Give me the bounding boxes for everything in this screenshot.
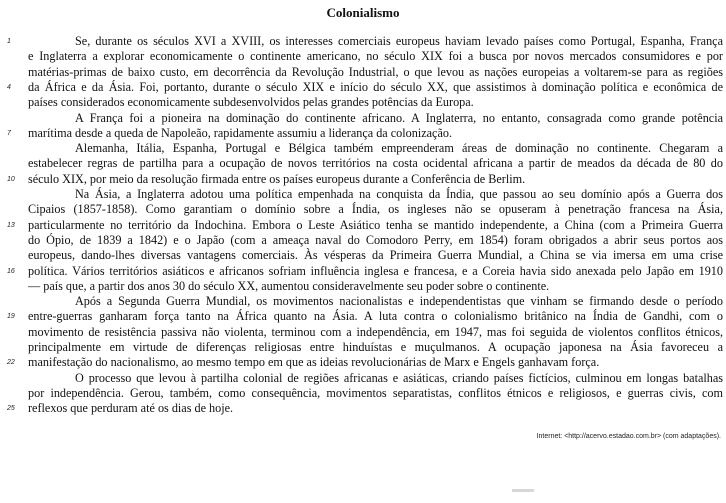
text-line: O processo que levou à partilha colonial de regiões africanas e asiáticas, criando países fictícios, culminou em longas batalhas <box>75 370 723 385</box>
text-line: países considerados economicamente subdesenvolvidos pelas grandes potências da Europa. <box>28 95 474 110</box>
line-number: 10 <box>7 175 15 183</box>
text-line: Na Ásia, a Inglaterra adotou uma política empenhada na conquista da Índia, que passou ao seu domínio após a Guerra dos <box>75 187 723 201</box>
text-line: Após a Segunda Guerra Mundial, os movimentos nacionalistas e independentistas que vinham se firmando desde o período <box>75 294 723 309</box>
text-line: europeus, dando-lhes diversas vantagens comerciais. Às vésperas da Primeira Guerra Mundial, a China se via imersa em uma crise <box>28 248 723 263</box>
text-line: entre-guerras ganharam força tanto na África quanto na Ásia. A luta contra o colonialismo britânico na Índia de Gandhi, com o <box>28 309 723 324</box>
text-line: do Ópio, de 1839 a 1842) e o Japão (com a ameaça naval do Comodoro Perry, em 1854) foram obrigados a abrir seus portos aos <box>28 232 723 247</box>
line-number: 19 <box>7 313 15 321</box>
line-number: 25 <box>7 405 15 413</box>
text-line: marítima desde a queda de Napoleão, rapidamente assumiu a liderança da colonização. <box>28 125 453 140</box>
text-line: Alemanha, Itália, Espanha, Portugal e Bélgica também empreenderam áreas de dominação no continente. Chegaram a <box>75 141 723 156</box>
text-line: A França foi a pioneira na dominação do continente africano. A Inglaterra, no entanto, consagrada como grande potência <box>75 110 723 125</box>
text-line: particularmente no território da Indochina. Embora o Leste Asiático tenha se mantido independente, a China (com a Primeira Guerra <box>28 217 723 232</box>
text-line: principalmente em virtude de diferenças religiosas entre hinduístas e muçulmanos. A ocupação japonesa na Ásia favoreceu a <box>28 340 723 354</box>
page-title: Colonialismo <box>326 5 400 20</box>
line-number: 13 <box>7 221 15 229</box>
line-number: 1 <box>7 38 11 45</box>
text-line: Cipaios (1857-1858). Como garantiam o domínio sobre a Índia, os ingleses não se opuseram à penetração francesa na Ásia, <box>28 202 723 217</box>
text-line: política. Vários territórios asiáticos e africanos sofriam influência inglesa e francesa, e a Coreia havia sido anexada pelo Japão em 1910 <box>28 263 723 278</box>
text-line: reflexos que perduram até os dias de hoje. <box>28 401 234 416</box>
line-number: 7 <box>7 129 11 137</box>
line-number: 16 <box>7 267 15 275</box>
source-citation: Internet: <http://acervo.estadao.com.br> (com adaptações). <box>536 433 721 440</box>
text-line: da África e da Ásia. Foi, portanto, durante o século XIX e início do século XX, que assistimos à dominação política e econômica de <box>28 79 723 94</box>
line-number: 22 <box>7 359 15 367</box>
text-line: matérias-primas de baixo custo, em decorrência da Revolução Industrial, o que levou as nações europeias a voltarem-se para as regiões <box>28 64 723 79</box>
text-line: estabelecer regras de partilha para a ocupação de novos territórios na costa ocidental africana a partir de meados da década de 80 do <box>28 156 723 171</box>
scan-mark <box>512 489 534 492</box>
text-line: século XIX, por meio da resolução firmada entre os países europeus durante a Conferência de Berlim. <box>28 171 526 186</box>
text-line: Se, durante os séculos XVI a XVIII, os interesses comerciais europeus haviam levado países como Portugal, Espanha, França <box>75 34 723 48</box>
line-number: 4 <box>7 83 11 91</box>
text-line: e Inglaterra a explorar economicamente o continente americano, no século XIX foi a busca por novos mercados consumidores e por <box>28 49 723 64</box>
text-line: — país que, a partir dos anos 30 do século XX, aumentou consideravelmente seu poder sobre o continente. <box>28 278 550 293</box>
text-line: movimento de resistência passiva não violenta, terminou com a independência, em 1947, mas foi seguida de violentos conflitos étnicos, <box>28 324 723 339</box>
text-line: manifestação do nacionalismo, ao mesmo tempo em que as ideias revolucionárias de Marx e Engels ganhavam força. <box>28 355 600 370</box>
text-line: por independência. Gerou, também, como consequência, movimentos separatistas, conflitos étnicos e religiosos, e guerras civis, com <box>28 385 723 400</box>
